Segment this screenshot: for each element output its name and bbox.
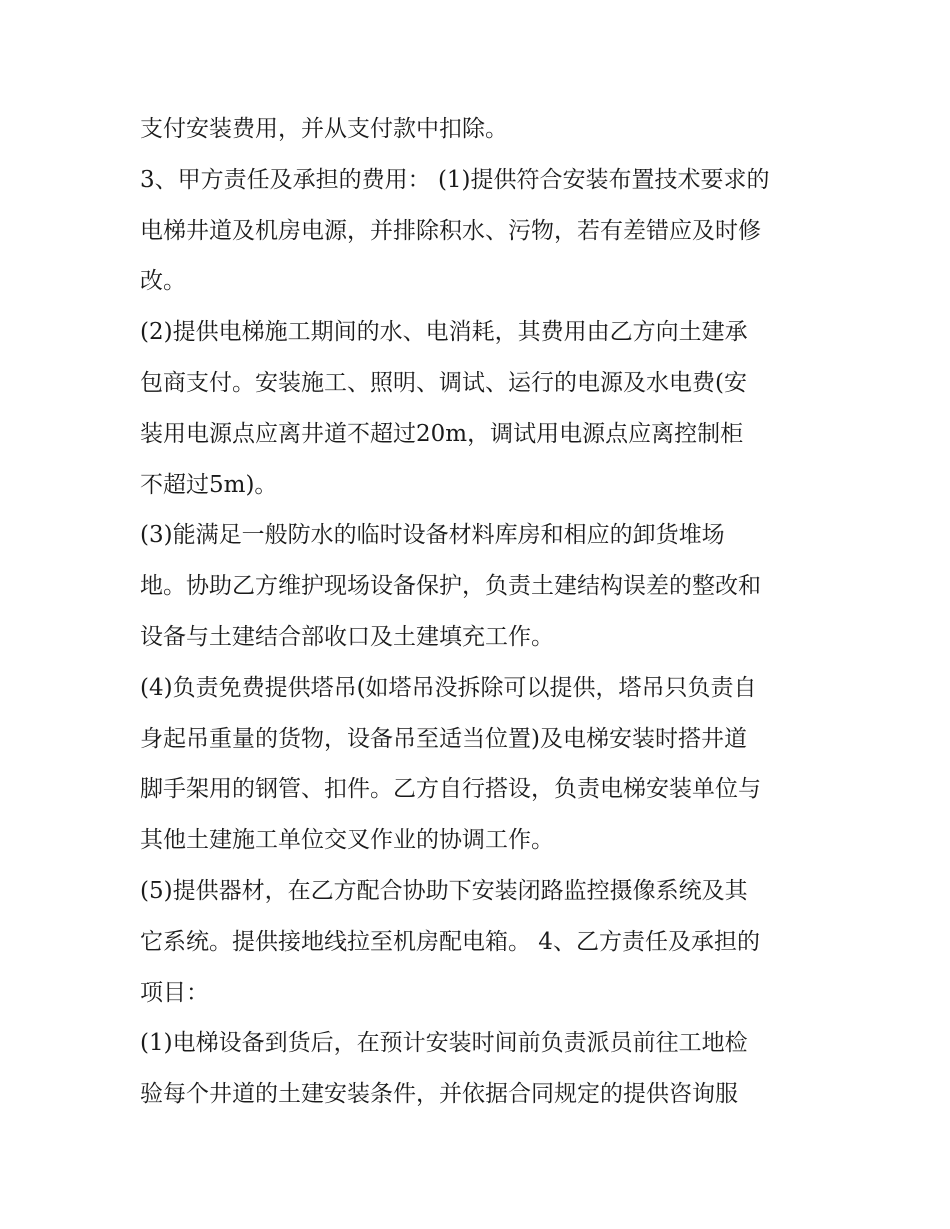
text-line: 不超过5m)。 [140,471,278,498]
text-line: 电梯井道及机房电源，并排除积水、污物，若有差错应及时修 [140,217,761,244]
text-line: 包商支付。安装施工、照明、调试、运行的电源及水电费(安 [140,369,747,396]
text-line: 其他土建施工单位交叉作业的协调工作。 [140,827,554,854]
contract-text [140,104,830,1120]
text-line: (5)提供器材，在乙方配合协助下安装闭路监控摄像系统及其 [140,877,748,904]
text-line: 改。 [140,268,186,295]
text-line: 它系统。提供接地线拉至机房配电箱。 4、乙方责任及承担的 [140,928,760,955]
text-line: 身起吊重量的货物，设备吊至适当位置)及电梯安装时搭井道 [140,725,747,752]
text-line: (3)能满足一般防水的临时设备材料库房和相应的卸货堆场 [140,522,725,549]
text-line: 脚手架用的钢管、扣件。乙方自行搭设，负责电梯安装单位与 [140,776,761,803]
text-line: (2)提供电梯施工期间的水、电消耗，其费用由乙方向土建承 [140,319,748,346]
text-line: 项目： [140,979,209,1006]
text-line: 装用电源点应离井道不超过20m，调试用电源点应离控制柜 [140,420,744,447]
text-line: (1)电梯设备到货后，在预计安装时间前负责派员前往工地检 [140,1030,748,1057]
text-line: 3、甲方责任及承担的费用： (1)提供符合安装布置技术要求的 [140,166,770,193]
text-line: 设备与土建结合部收口及土建填充工作。 [140,623,554,650]
text-line: (4)负责免费提供塔吊(如塔吊没拆除可以提供，塔吊只负责自 [140,674,757,701]
text-line: 支付安装费用，并从支付款中扣除。 [140,116,508,142]
text-line: 验每个井道的土建安装条件，并依据合同规定的提供咨询服 [140,1081,738,1108]
text-line: 地。协助乙方维护现场设备保护，负责土建结构误差的整改和 [140,573,761,600]
